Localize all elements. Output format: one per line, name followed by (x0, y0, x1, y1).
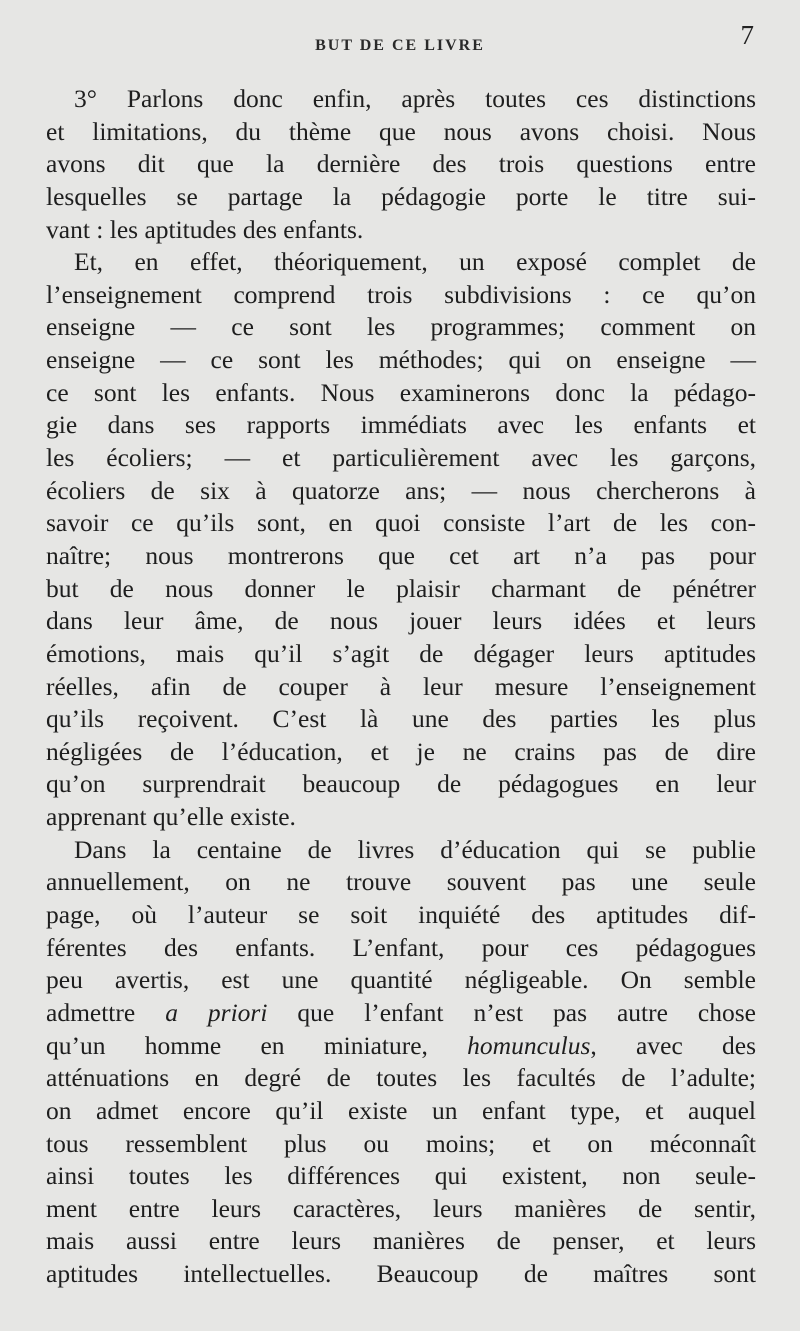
italic-term: homunculus (467, 1030, 591, 1060)
text-line: émotions, mais qu’il s’agit de dégager leurs aptitudes (46, 638, 756, 668)
text-line: mais aussi entre leurs manières de penser, et leurs (46, 1226, 756, 1256)
text-line: enseigne — ce sont les programmes; comment on (46, 312, 756, 342)
text-line: l’enseignement comprend trois subdivisions : ce qu’on (46, 279, 756, 309)
text-line: dans leur âme, de nous jouer leurs idées et leurs (46, 606, 756, 636)
text-line: Dans la centaine de livres d’éducation qui se publie (74, 834, 756, 864)
text-line: gie dans ses rapports immédiats avec les enfants et (46, 410, 756, 440)
text-line (46, 997, 756, 1030)
text-line: Et, en effet, théoriquement, un exposé complet de (74, 247, 756, 277)
text-line: les écoliers; — et particulièrement avec les garçons, (46, 443, 756, 473)
text-line: enseigne — ce sont les méthodes; qui on enseigne — (46, 345, 756, 375)
text-line: savoir ce qu’ils sont, en quoi consiste l’art de les con- (46, 508, 756, 538)
text-line: tous ressemblent plus ou moins; et on méconnaît (46, 1128, 756, 1158)
text-line: atténuations en degré de toutes les facultés de l’adulte; (46, 1063, 756, 1093)
text-line: férentes des enfants. L’enfant, pour ces pédagogues (46, 932, 756, 962)
text-segment: qu’un homme en miniature, (46, 1030, 468, 1060)
text-line: avons dit que la dernière des trois questions entre (46, 149, 756, 179)
page-number: 7 (740, 20, 754, 50)
text-line: but de nous donner le plaisir charmant de pénétrer (46, 573, 756, 603)
text-line: annuellement, on ne trouve souvent pas une seule (46, 867, 756, 897)
text-line: lesquelles se partage la pédagogie porte le titre sui- (46, 181, 756, 211)
text-segment: admettre (46, 997, 166, 1027)
text-segment: que l’enfant n’est pas autre chose (267, 997, 756, 1027)
text-line (46, 1030, 756, 1063)
text-line: ment entre leurs caractères, leurs manières de sentir, (46, 1193, 756, 1223)
text-line: vant : les aptitudes des enfants. (46, 214, 364, 244)
text-line: qu’on surprendrait beaucoup de pédagogues en leur (46, 769, 756, 799)
text-line: page, où l’auteur se soit inquiété des aptitudes dif- (46, 900, 756, 930)
text-line: aptitudes intellectuelles. Beaucoup de maîtres sont (46, 1259, 756, 1289)
text-line: ainsi toutes les différences qui existent, non seule- (46, 1161, 756, 1191)
text-segment: , avec des (590, 1030, 757, 1060)
text-line: négligées de l’éducation, et je ne crains pas de dire (46, 736, 756, 766)
text-line: écoliers de six à quatorze ans; — nous chercherons à (46, 475, 756, 505)
text-line: apprenant qu’elle existe. (46, 802, 296, 832)
running-head: BUT DE CE LIVRE (315, 37, 485, 54)
text-line: peu avertis, est une quantité négligeable. On semble (46, 965, 756, 995)
text-line: et limitations, du thème que nous avons choisi. Nous (46, 116, 756, 146)
text-line: naître; nous montrerons que cet art n’a pas pour (46, 540, 756, 570)
text-line: 3° Parlons donc enfin, après toutes ces distinctions (74, 84, 756, 113)
text-line: on admet encore qu’il existe un enfant type, et auquel (46, 1095, 756, 1125)
text-line: réelles, afin de couper à leur mesure l’enseignement (46, 671, 756, 701)
text-line: qu’ils reçoivent. C’est là une des parties les plus (46, 704, 756, 734)
text-line: ce sont les enfants. Nous examinerons donc la pédago- (46, 377, 756, 407)
body-text (46, 83, 756, 1291)
italic-term: a priori (165, 997, 268, 1027)
